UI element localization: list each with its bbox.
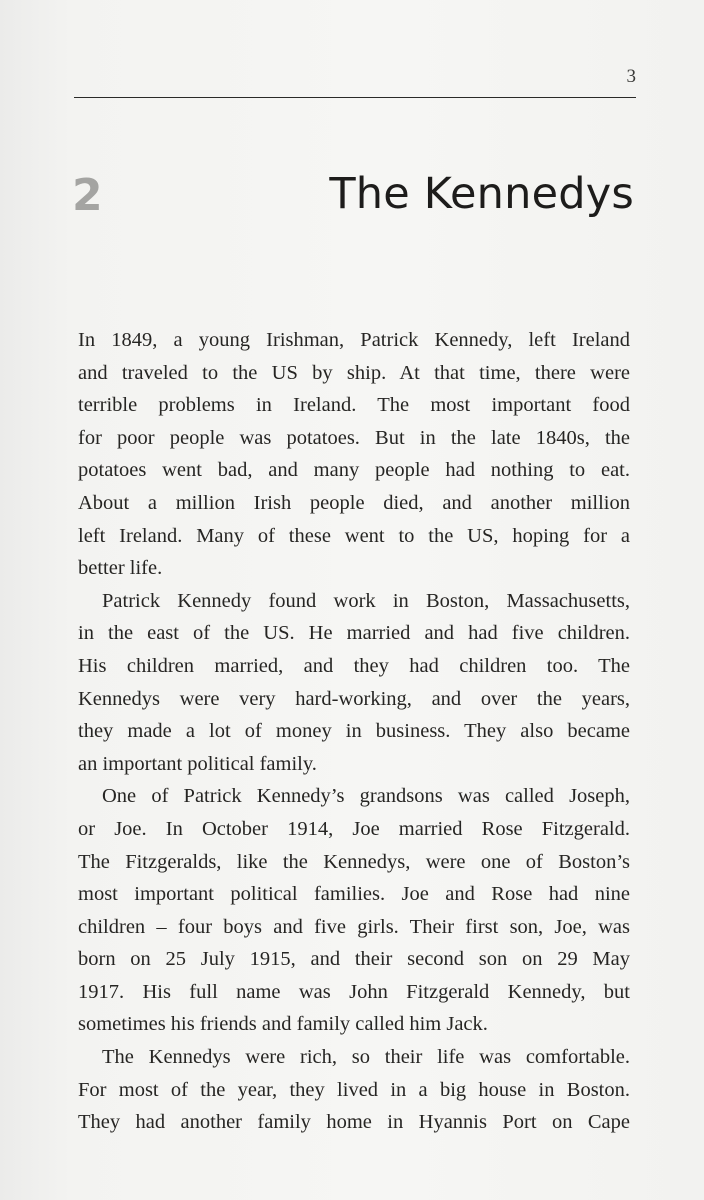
text-line: most important political families. Joe and Rose had nine — [78, 883, 630, 906]
text-line: better life. — [78, 557, 163, 580]
text-line: and traveled to the US by ship. At that time, there were — [78, 361, 630, 384]
text-line: One of Patrick Kennedy’s grandsons was called Joseph, — [102, 785, 630, 808]
text-line: The Kennedys were rich, so their life was comfortable. — [102, 1046, 630, 1069]
body-text — [78, 324, 630, 1139]
text-line: potatoes went bad, and many people had nothing to eat. — [78, 459, 630, 482]
text-line: they made a lot of money in business. They also became — [78, 720, 630, 743]
text-line: left Ireland. Many of these went to the US, hoping for a — [78, 524, 630, 547]
text-line: For most of the year, they lived in a big house in Boston. — [78, 1078, 630, 1101]
page-number: 3 — [626, 66, 636, 87]
paragraph — [78, 585, 630, 781]
text-line: terrible problems in Ireland. The most important food — [78, 394, 630, 417]
text-line: His children married, and they had children too. The — [78, 654, 630, 677]
text-line: Kennedys were very hard-working, and over the years, — [78, 687, 630, 710]
paragraph — [78, 324, 630, 585]
paragraph — [78, 780, 630, 1041]
text-line: Patrick Kennedy found work in Boston, Massachusetts, — [102, 589, 630, 612]
text-line: for poor people was potatoes. But in the late 1840s, the — [78, 426, 630, 449]
text-line: in the east of the US. He married and had five children. — [78, 622, 630, 645]
chapter-number: 2 — [72, 170, 103, 221]
text-line: About a million Irish people died, and another million — [78, 491, 630, 514]
text-line: children – four boys and five girls. Their first son, Joe, was — [78, 915, 630, 938]
text-line: 1917. His full name was John Fitzgerald Kennedy, but — [78, 980, 630, 1003]
text-line: sometimes his friends and family called him Jack. — [78, 1013, 488, 1036]
text-line: In 1849, a young Irishman, Patrick Kennedy, left Ireland — [78, 329, 630, 351]
header-rule — [74, 97, 636, 98]
text-line: The Fitzgeralds, like the Kennedys, were one of Boston’s — [78, 850, 630, 873]
chapter-title: The Kennedys — [329, 169, 634, 219]
text-line: born on 25 July 1915, and their second son on 29 May — [78, 948, 630, 971]
text-line: or Joe. In October 1914, Joe married Rose Fitzgerald. — [78, 817, 630, 840]
paragraph — [78, 1041, 630, 1139]
text-line: They had another family home in Hyannis Port on Cape — [78, 1111, 630, 1134]
text-line: an important political family. — [78, 752, 317, 775]
